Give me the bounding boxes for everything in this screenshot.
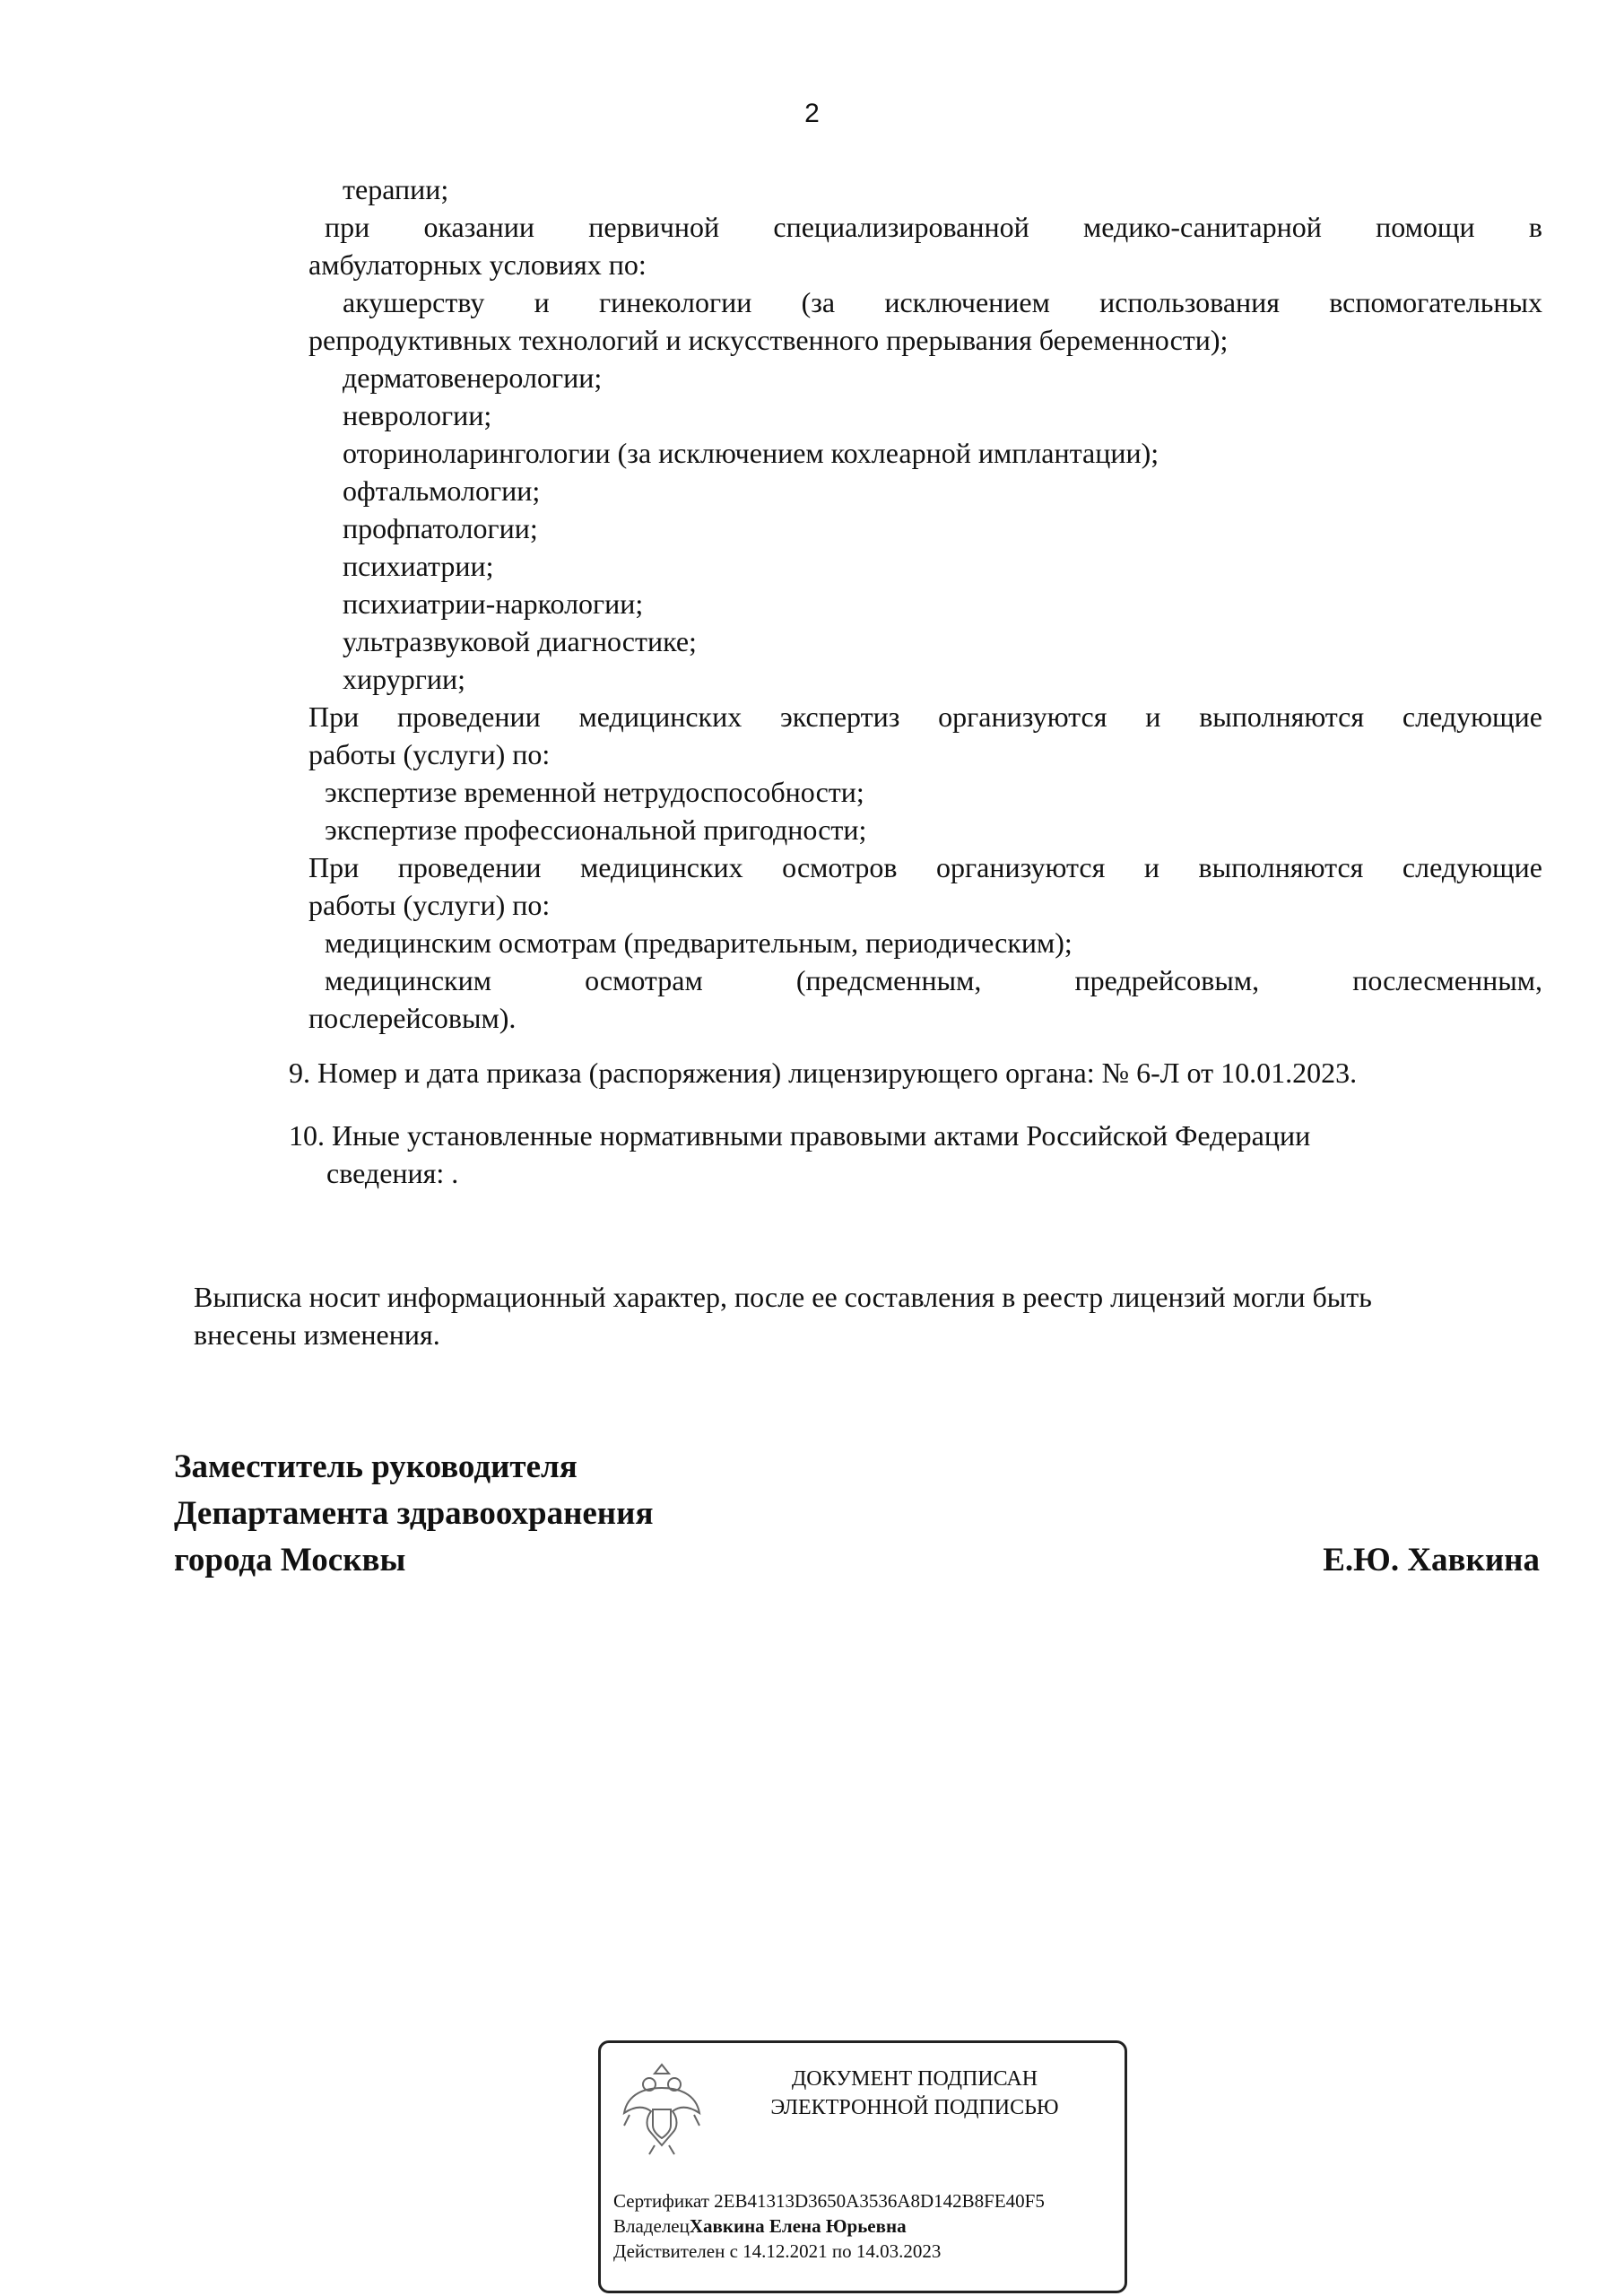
- list-item: послерейсовым).: [308, 1002, 517, 1034]
- list-item: хирургии;: [343, 663, 465, 695]
- other-info-line: сведения: .: [326, 1157, 459, 1189]
- validity-line: Действителен с 14.12.2021 по 14.03.2023: [613, 2240, 942, 2262]
- owner-line: [613, 2213, 1045, 2239]
- signer-title-line: города Москвы: [174, 1542, 406, 1578]
- order-number-item: 9. Номер и дата приказа (распоряжения) лицензирующего органа: № 6-Л от 10.01.2023.: [289, 1057, 1358, 1089]
- list-item: неврологии;: [343, 399, 492, 431]
- list-item: психиатрии-наркологии;: [343, 587, 644, 620]
- signer-title-line: Департамента здравоохранения: [174, 1495, 654, 1532]
- list-item: акушерству и гинекологии (за исключением использования вспомогательных: [343, 286, 1542, 318]
- list-item: психиатрии;: [343, 550, 494, 582]
- other-info-line: 10. Иные установленные нормативными правовыми актами Российской Федерации: [289, 1119, 1311, 1152]
- page-number: 2: [804, 99, 820, 128]
- signer-title: [174, 1444, 653, 1584]
- list-item: работы (услуги) по:: [308, 738, 551, 770]
- list-item: амбулаторных условиях по:: [308, 248, 647, 281]
- list-item: дерматовенерологии;: [343, 361, 603, 394]
- certificate-value: 2EB41313D3650A3536A8D142B8FE40F5: [714, 2190, 1045, 2212]
- certificate-line: [613, 2188, 1045, 2213]
- note-line: Выписка носит информационный характер, после ее составления в реестр лицензий могли быть: [194, 1281, 1372, 1313]
- license-activities-list: [308, 170, 1542, 1037]
- list-item: экспертизе временной нетрудоспособности;: [325, 776, 864, 808]
- list-item: репродуктивных технологий и искусственного прерывания беременности);: [308, 324, 1229, 356]
- signer-name: Е.Ю. Хавкина: [1323, 1542, 1540, 1578]
- electronic-signature-stamp: [598, 2040, 1127, 2293]
- stamp-heading: ДОКУМЕНТ ПОДПИСАН: [791, 2067, 1038, 2091]
- list-item: терапии;: [343, 173, 449, 205]
- list-item: медицинским осмотрам (предварительным, периодическим);: [325, 926, 1073, 959]
- signer-title-line: Заместитель руководителя: [174, 1448, 578, 1485]
- list-item: оториноларингологии (за исключением кохлеарной имплантации);: [343, 437, 1159, 469]
- owner-value: Хавкина Елена Юрьевна: [689, 2215, 907, 2237]
- list-item: экспертизе профессиональной пригодности;: [325, 813, 867, 846]
- list-item: При проведении медицинских экспертиз организуются и выполняются следующие: [308, 700, 1542, 733]
- owner-label: Владелец: [613, 2215, 690, 2237]
- list-item: ультразвуковой диагностике;: [343, 625, 697, 657]
- list-item: При проведении медицинских осмотров организуются и выполняются следующие: [308, 851, 1542, 883]
- stamp-heading: ЭЛЕКТРОННОЙ ПОДПИСЬЮ: [770, 2096, 1059, 2119]
- list-item: работы (услуги) по:: [308, 889, 551, 921]
- list-item: профпатологии;: [343, 512, 538, 544]
- informational-note: [194, 1278, 1539, 1353]
- list-item: при оказании первичной специализированной медико-санитарной помощи в: [325, 211, 1542, 243]
- note-line: внесены изменения.: [194, 1318, 440, 1351]
- list-item: медицинским осмотрам (предсменным, предрейсовым, послесменным,: [325, 964, 1542, 996]
- list-item: офтальмологии;: [343, 474, 541, 507]
- coat-of-arms-icon: [619, 2061, 705, 2158]
- certificate-label: Сертификат: [613, 2190, 709, 2212]
- other-info-item: [289, 1117, 1310, 1192]
